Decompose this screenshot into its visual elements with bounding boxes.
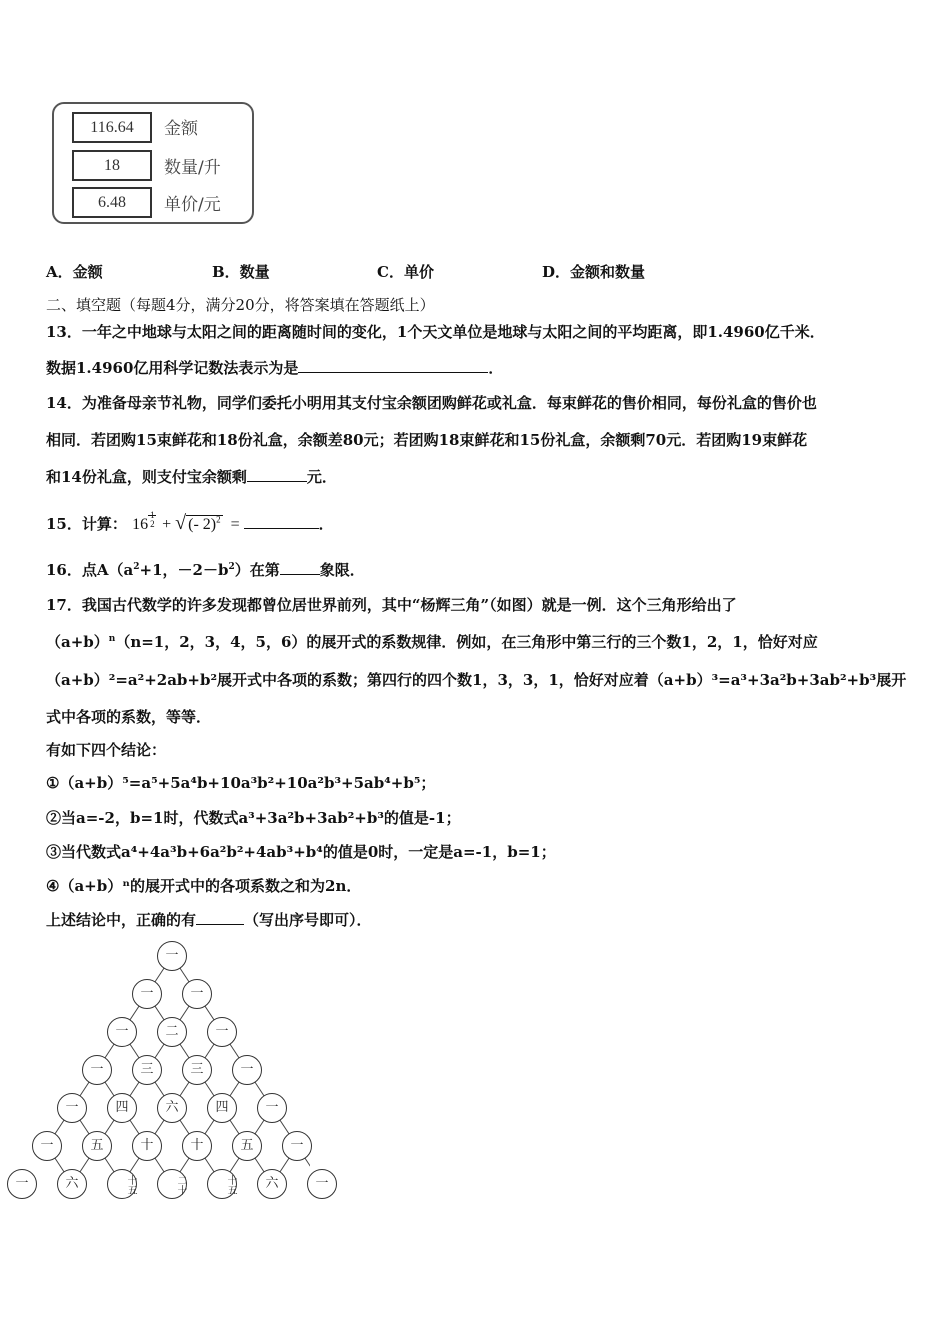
triangle-node: 一 <box>82 1055 112 1085</box>
triangle-node: 三 <box>132 1055 162 1085</box>
q14-line3: 和14份礼盒，则支付宝余额剩 元． <box>46 468 337 486</box>
q17-final-line: 上述结论中，正确的有 （写出序号即可）． <box>46 911 372 929</box>
conclusion-4: ④（a+b）ⁿ的展开式中的各项系数之和为2n． <box>46 877 362 895</box>
triangle-node: 一 <box>232 1055 262 1085</box>
q15-expression: 16 1 2 + √ (- 2)$^2$ = <box>132 510 240 534</box>
price-label: 单价/元 <box>164 195 221 215</box>
option-d: D．金额和数量 <box>542 263 646 281</box>
option-a: A．金额 <box>46 263 103 281</box>
triangle-node: 六 <box>157 1093 187 1123</box>
triangle-node: 一 <box>282 1131 312 1161</box>
triangle-node: 一 <box>257 1093 287 1123</box>
q13-line2: 数据1.4960亿用科学记数法表示为是 ． <box>46 359 504 377</box>
triangle-node: 三 <box>182 1055 212 1085</box>
answer-blank[interactable] <box>280 560 320 575</box>
q17-line5: 有如下四个结论： <box>46 741 167 759</box>
triangle-node: 二十 <box>157 1169 187 1199</box>
price-value: 6.48 <box>72 187 152 218</box>
amount-value: 116.64 <box>72 112 152 143</box>
answer-blank[interactable] <box>298 358 488 373</box>
triangle-node: 六 <box>257 1169 287 1199</box>
q17-line2: $(a+b)^n(n=1$，2，3，4，5，6）的展开式的系数规律．例如，在三角形中第三行的三个数1，2，1，恰好对应 <box>46 633 818 651</box>
triangle-node: 十 <box>182 1131 212 1161</box>
quantity-label: 数量/升 <box>164 158 221 178</box>
q17-line4: 式中各项的系数，等等． <box>46 708 212 726</box>
triangle-node: 二 <box>157 1017 187 1047</box>
q14-line1: 14．为准备母亲节礼物，同学们委托小明用其支付宝余额团购鲜花或礼盒．每束鲜花的售价相同，每份礼盒的售价也 <box>46 394 817 412</box>
triangle-node: 一 <box>307 1169 337 1199</box>
triangle-node: 一 <box>57 1093 87 1123</box>
answer-blank[interactable] <box>244 514 319 529</box>
conclusion-3: ③当代数式a⁴+4a³b+6a²b²+4ab³+b⁴的值是0时，一定是a=-1，b=1； <box>46 843 556 861</box>
triangle-node: 一 <box>107 1017 137 1047</box>
q13-line1: 13．一年之中地球与太阳之间的距离随时间的变化，1个天文单位是地球与太阳之间的平均距离，即1.4960亿千米． <box>46 323 825 341</box>
yanghui-triangle <box>15 938 329 1218</box>
quantity-value: 18 <box>72 150 152 181</box>
conclusion-2: ②当a=-2，b=1时，代数式a³+3a²b+3ab²+b³的值是-1； <box>46 809 461 827</box>
section-heading: 二、填空题（每题4分，满分20分，将答案填在答题纸上） <box>46 296 435 314</box>
option-b: B．数量 <box>212 263 270 281</box>
triangle-node: 十五 <box>207 1169 237 1199</box>
triangle-node: 十五 <box>107 1169 137 1199</box>
fuel-pump-display <box>52 102 254 224</box>
q16-line: 16．点$A(a^2+1$，$-2-b^2$）在第 象限． <box>46 561 365 579</box>
q14-line2: 相同．若团购15束鲜花和18份礼盒，余额差80元；若团购18束鲜花和15份礼盒，余额剩70元．若团购19束鲜花 <box>46 431 808 449</box>
option-c: C．单价 <box>377 263 434 281</box>
triangle-node: 一 <box>132 979 162 1009</box>
triangle-node: 一 <box>182 979 212 1009</box>
conclusion-1: ①（a+b）⁵=a⁵+5a⁴b+10a³b²+10a²b³+5ab⁴+b⁵； <box>46 774 436 792</box>
triangle-node: 一 <box>207 1017 237 1047</box>
q17-line1: 17．我国古代数学的许多发现都曾位居世界前列，其中“杨辉三角”（如图）就是一例．这个三角形给出了 <box>46 596 737 614</box>
answer-blank[interactable] <box>247 467 307 482</box>
triangle-node: 四 <box>207 1093 237 1123</box>
triangle-node: 六 <box>57 1169 87 1199</box>
triangle-node: 一 <box>32 1131 62 1161</box>
triangle-node: 五 <box>82 1131 112 1161</box>
amount-label: 金额 <box>164 119 198 139</box>
answer-blank[interactable] <box>196 910 244 925</box>
q17-line3: （a+b）²=a²+2ab+b²展开式中各项的系数；第四行的四个数1，3，3，1，恰好对应着（a+b）³=a³+3a²b+3ab²+b³展开 <box>46 671 907 689</box>
q15-line: 15．计算： 16 1 2 + √ (- 2)$^2$ = ． <box>46 510 334 534</box>
triangle-node: 一 <box>7 1169 37 1199</box>
triangle-node: 四 <box>107 1093 137 1123</box>
triangle-node: 十 <box>132 1131 162 1161</box>
triangle-node: 一 <box>157 941 187 971</box>
triangle-node: 五 <box>232 1131 262 1161</box>
